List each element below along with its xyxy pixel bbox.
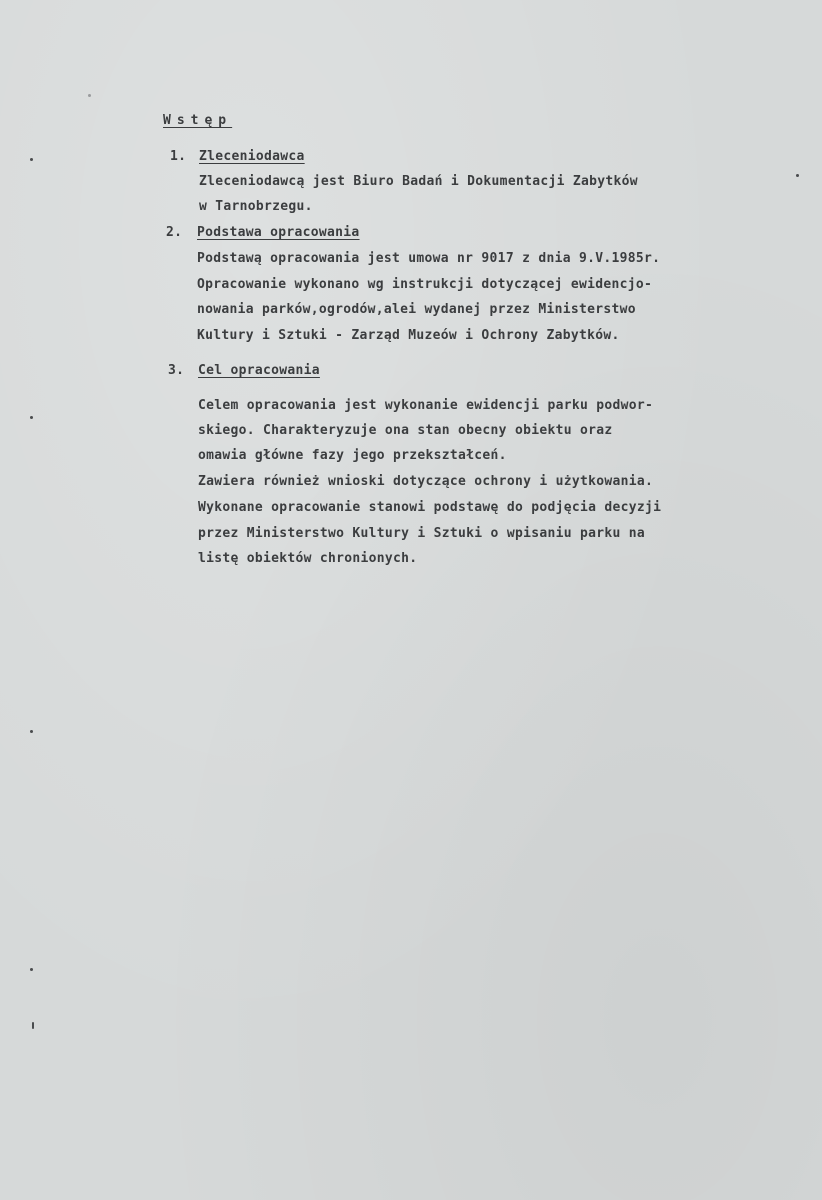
section-number: 2. [166, 225, 183, 240]
section-line: przez Ministerstwo Kultury i Sztuki o wpisaniu parku na [198, 526, 645, 541]
page-speck [796, 174, 799, 177]
page-speck [88, 94, 91, 97]
section-line: nowania parków,ogrodów,alei wydanej przez Ministerstwo [197, 302, 636, 317]
section-line: omawia główne fazy jego przekształceń. [198, 448, 507, 463]
section-line: skiego. Charakteryzuje ona stan obecny obiektu oraz [198, 423, 613, 438]
section-line: w Tarnobrzegu. [199, 199, 313, 214]
document-heading: Wstęp [163, 113, 233, 128]
section-number: 3. [168, 363, 185, 378]
section-line: Opracowanie wykonano wg instrukcji dotyczącej ewidencjo- [197, 277, 653, 292]
section-line: Podstawą opracowania jest umowa nr 9017 z dnia 9.V.1985r. [197, 251, 661, 266]
section-title: Podstawa opracowania [197, 225, 360, 240]
section-line: Kultury i Sztuki - Zarząd Muzeów i Ochrony Zabytków. [197, 328, 620, 343]
page-speck [30, 416, 33, 419]
section-line: listę obiektów chronionych. [198, 551, 418, 566]
section-line: Zleceniodawcą jest Biuro Badań i Dokumentacji Zabytków [199, 174, 638, 189]
section-number: 1. [170, 149, 187, 164]
page-speck [32, 1022, 34, 1029]
section-title: Zleceniodawca [199, 149, 305, 164]
section-line: Celem opracowania jest wykonanie ewidencji parku podwor- [198, 398, 654, 413]
section-line: Wykonane opracowanie stanowi podstawę do podjęcia decyzji [198, 500, 662, 515]
section-line: Zawiera również wnioski dotyczące ochrony i użytkowania. [198, 474, 654, 489]
section-title: Cel opracowania [198, 363, 320, 378]
page-speck [30, 968, 33, 971]
page-speck [30, 158, 33, 161]
page-speck [30, 730, 33, 733]
